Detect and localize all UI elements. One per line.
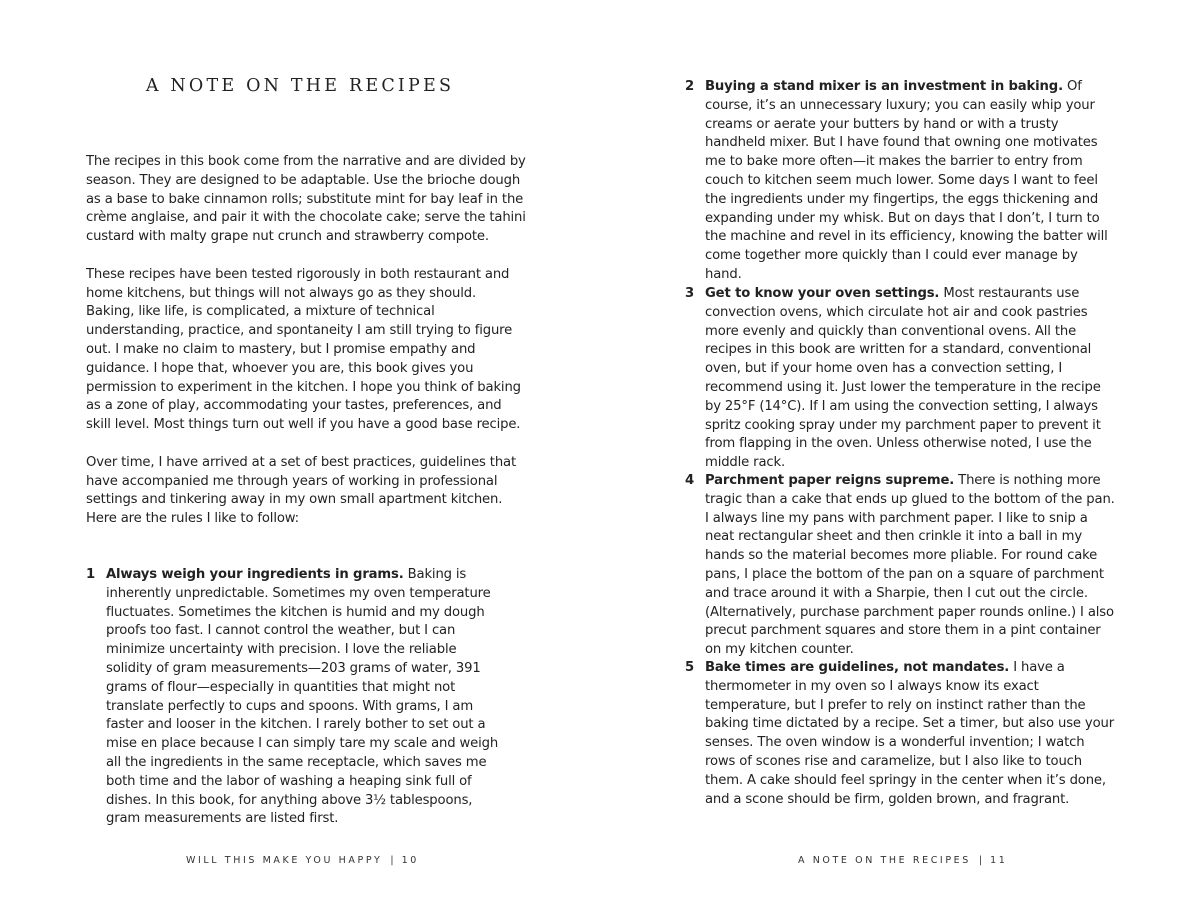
right-page	[600, 0, 1200, 902]
rule-item-5	[685, 659, 1115, 809]
page-footer-left	[186, 855, 419, 866]
rule-text	[86, 566, 506, 829]
page-footer-right	[798, 855, 1007, 866]
rule-lead: Get to know your oven settings.	[705, 286, 940, 301]
rule-item-1	[86, 566, 506, 829]
rule-text	[685, 659, 1115, 809]
intro-text	[86, 153, 526, 548]
rule-item-2	[685, 78, 1115, 285]
footer-separator: |	[390, 855, 394, 866]
rule-item-4	[685, 472, 1115, 660]
rule-number: 5	[685, 660, 695, 675]
rule-number: 3	[685, 286, 695, 301]
rule-number: 4	[685, 473, 695, 488]
footer-separator: |	[978, 855, 983, 866]
chapter-heading: A NOTE ON THE RECIPES	[145, 76, 455, 96]
running-title: WILL THIS MAKE YOU HAPPY	[186, 855, 383, 866]
running-title: A NOTE ON THE RECIPES	[798, 855, 971, 866]
rule-body: Of course, it’s an unnecessary luxury; you can easily whip your creams or aerate your butters by hand or with a trusty handheld mixer. But I have found that owning one motivates me to bake more often—it makes the barrier to entry from couch to kitchen seem much lower. Some days I want to feel the ingredients under my fingertips, the eggs thickening and expanding under my whisk. But on days that I don’t, I turn to the machine and revel in its efficiency, knowing the batter will come together more quickly than I could ever manage by hand.	[705, 79, 1108, 282]
rule-lead: Buying a stand mixer is an investment in baking.	[705, 79, 1063, 94]
rule-text	[685, 285, 1115, 473]
intro-paragraph-2: These recipes have been tested rigorously in both restaurant and home kitchens, but things will not always go as they should. Baking, like life, is complicated, a mixture of technical understanding, practice, and spontaneity I am still trying to figure out. I make no claim to mastery, but I promise empathy and guidance. I hope that, whoever you are, this book gives you permission to experiment in the kitchen. I hope you think of baking as a zone of play, accommodating your tastes, preferences, and skill level. Most things turn out well if you have a good base recipe.	[86, 266, 521, 433]
rule-number: 2	[685, 79, 695, 94]
rule-lead: Bake times are guidelines, not mandates.	[705, 660, 1010, 675]
rule-lead: Parchment paper reigns supreme.	[705, 473, 955, 488]
rule-body: Baking is inherently unpredictable. Sometimes my oven temperature fluctuates. Sometimes the kitchen is humid and my dough proofs too fast. I cannot control the weather, but I can minimize uncertainty with precision. I love the reliable solidity of gram measurements—203 grams of water, 391 grams of flour—especially in quantities that might not translate perfectly to cups and spoons. With grams, I am faster and looser in the kitchen. I rarely bother to set out a mise en place because I can simply tare my scale and weigh all the ingredients in the same receptacle, which saves me both time and the labor of washing a heaping sink full of dishes. In this book, for anything above 3½ tablespoons, gram measurements are listed first.	[106, 567, 499, 827]
rule-text	[685, 78, 1115, 285]
page-number: 10	[401, 855, 419, 866]
rule-body: Most restaurants use convection ovens, which circulate hot air and cook pastries more evenly and quickly than conventional ovens. All the recipes in this book are written for a standard, conventional oven, but if your home oven has a convection setting, I recommend using it. Just lower the temperature in the recipe by 25°F (14°C). If I am using the convection setting, I always spritz cooking spray under my parchment paper to prevent it from flapping in the oven. Unless otherwise noted, I use the middle rack.	[705, 286, 1101, 471]
rule-number: 1	[86, 567, 96, 582]
rule-lead: Always weigh your ingredients in grams.	[106, 567, 404, 582]
rule-body: I have a thermometer in my oven so I always know its exact temperature, but I prefer to rely on instinct rather than the baking time dictated by a recipe. Set a timer, but also use your senses. The oven window is a wonderful invention; I watch rows of scones rise and caramelize, but I also like to touch them. A cake should feel springy in the center when it’s done, and a scone should be firm, golden brown, and fragrant.	[705, 660, 1114, 807]
rule-text	[685, 472, 1115, 660]
rule-body: There is nothing more tragic than a cake that ends up glued to the bottom of the pan. I always line my pans with parchment paper. I like to snip a neat rectangular sheet and then crinkle it into a ball in my hands so the material becomes more pliable. For round cake pans, I place the bottom of the pan on a square of parchment and trace around it with a Sharpie, then I cut out the circle. (Alternatively, purchase parchment paper rounds online.) I also precut parchment squares and store them in a pint container on my kitchen counter.	[705, 473, 1115, 658]
intro-paragraph-1: The recipes in this book come from the narrative and are divided by season. They are designed to be adaptable. Use the brioche dough as a base to bake cinnamon rolls; substitute mint for bay leaf in the crème anglaise, and pair it with the chocolate cake; serve the tahini custard with malty grape nut crunch and strawberry compote.	[86, 154, 526, 245]
rule-item-3	[685, 285, 1115, 473]
page-number: 11	[990, 855, 1008, 866]
intro-paragraph-3: Over time, I have arrived at a set of best practices, guidelines that have accompanied me through years of working in professional settings and tinkering away in my own small apartment kitchen. Here are the rules I like to follow:	[86, 454, 516, 527]
